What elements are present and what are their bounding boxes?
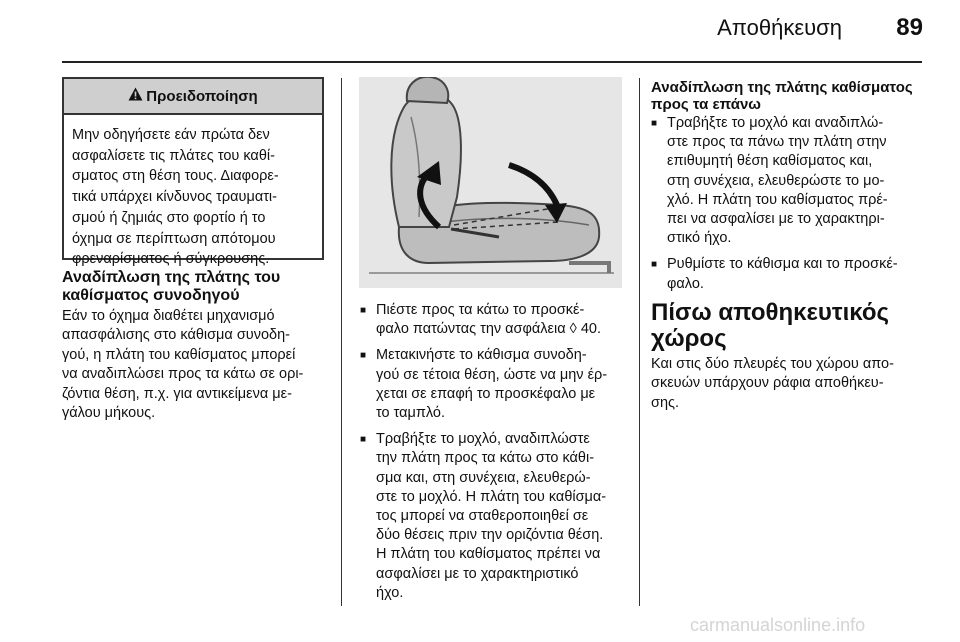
heading-line: Αναδίπλωση της πλάτης του — [62, 269, 281, 286]
warning-text — [64, 115, 322, 270]
text-line: στικό ήχο. — [667, 230, 732, 247]
warning-line: τικά υπάρχει κίνδυνος τραυματι- — [72, 189, 277, 206]
text-line: Εάν το όχημα διαθέτει μηχανισμό — [62, 308, 275, 324]
list-item — [360, 301, 628, 339]
warning-line: σμού ή ζημιάς στο φορτίο ή το — [72, 209, 266, 226]
text-line: χλό. Η πλάτη του καθίσματος πρέ- — [667, 191, 888, 208]
watermark: carmanualsonline.info — [690, 615, 866, 635]
text-line: Η πλάτη του καθίσματος πρέπει να — [376, 546, 601, 563]
page-header-title: Αποθήκευση — [717, 15, 842, 40]
warning-line: σματος στη θέση τους. Διαφορε- — [72, 168, 279, 185]
text-line: ήχο. — [376, 584, 404, 601]
text-line: απασφάλισης στο κάθισμα συνοδη- — [62, 327, 290, 344]
warning-line: ασφαλίσετε τις πλάτες του καθί- — [72, 147, 275, 164]
text-line: Τραβήξτε το μοχλό, αναδιπλώστε — [376, 431, 590, 448]
text-line: ζόντια θέση, π.χ. για αντικείμενα με- — [62, 385, 292, 402]
list-item — [651, 255, 926, 293]
text-line: την πλάτη προς τα κάτω στο κάθι- — [376, 450, 595, 467]
text-line: ασφαλίσει με το χαρακτηριστικό — [376, 565, 579, 582]
section-heading-fold-up — [651, 79, 913, 113]
heading-line: χώρος — [651, 325, 727, 352]
warning-line: φρεναρίσματος ή σύγκρουσης. — [72, 251, 270, 268]
text-line: Και στις δύο πλευρές του χώρου απο- — [651, 356, 894, 372]
text-line: γού, η πλάτη του καθίσματος μπορεί — [62, 346, 296, 363]
text-line: επιθυμητή θέση καθίσματος και, — [667, 153, 873, 170]
heading-line: Πίσω αποθηκευτικός — [651, 299, 889, 326]
warning-line: Μην οδηγήσετε εάν πρώτα δεν — [72, 127, 270, 143]
column-divider-1 — [341, 78, 342, 606]
text-line: Ρυθμίστε το κάθισμα και το προσκέ- — [667, 256, 898, 273]
text-line: Μετακινήστε το κάθισμα συνοδη- — [376, 347, 587, 364]
text-line: στη συνέχεια, ελευθερώστε το μο- — [667, 172, 885, 189]
warning-line: όχημα σε περίπτωση απότομου — [72, 230, 276, 247]
page-number: 89 — [896, 14, 923, 41]
list-item — [360, 430, 628, 603]
warning-triangle-icon — [128, 87, 143, 105]
text-line: φαλο. — [667, 275, 704, 292]
text-line: σης. — [651, 394, 680, 411]
list-item — [360, 346, 628, 423]
warning-box — [62, 77, 324, 268]
column-divider-2 — [639, 78, 640, 606]
warning-header — [64, 79, 322, 115]
paragraph-rear-storage — [651, 355, 894, 413]
text-line: πει να ασφαλίσει με το χαρακτηρι- — [667, 211, 885, 228]
list-item — [651, 114, 926, 248]
section-heading-fold-passenger-seat — [62, 269, 280, 305]
paragraph-fold-description — [62, 307, 303, 423]
text-line: το ταμπλό. — [376, 405, 446, 422]
bullet-square-icon: ■ — [360, 434, 367, 446]
text-line: να αναδιπλώσει προς τα κάτω σε ορι- — [62, 366, 304, 383]
text-line: δύο θέσεις πριν την οριζόντια θέση. — [376, 527, 604, 544]
bullet-square-icon: ■ — [651, 259, 658, 271]
text-line: σκευών υπάρχουν ράφια αποθήκευ- — [651, 375, 884, 392]
text-line: τος μπορεί να σταθεροποιηθεί σε — [376, 508, 589, 525]
header-rule — [62, 61, 922, 63]
steps-list-fold-up — [651, 114, 926, 294]
text-line: στε το μοχλό. Η πλάτη του καθίσμα- — [376, 488, 607, 505]
bullet-square-icon: ■ — [360, 305, 367, 316]
warning-title: Προειδοποίηση — [146, 87, 258, 105]
heading-line: Αναδίπλωση της πλάτης καθίσματος — [651, 79, 913, 96]
text-line: γού σε τέτοια θέση, ώστε να μην έρ- — [376, 366, 608, 383]
text-line: γάλου μήκους. — [62, 405, 156, 422]
text-line: φαλο πατώντας την ασφάλεια ◊ 40. — [376, 321, 601, 338]
seat-folding-illustration-icon — [359, 77, 622, 288]
bullet-square-icon: ■ — [651, 118, 658, 129]
text-line: χεται σε επαφή το προσκέφαλο με — [376, 385, 596, 402]
heading-line: προς τα επάνω — [651, 96, 761, 113]
text-line: Τραβήξτε το μοχλό και αναδιπλώ- — [667, 115, 884, 131]
steps-list-fold-down — [360, 301, 628, 603]
heading-line: καθίσματος συνοδηγού — [62, 287, 240, 304]
section-heading-rear-storage — [651, 300, 911, 352]
bullet-square-icon: ■ — [360, 350, 367, 362]
text-line: στε προς τα πάνω την πλάτη στην — [667, 134, 887, 151]
text-line: Πιέστε προς τα κάτω το προσκέ- — [376, 302, 585, 318]
text-line: σμα και, στη συνέχεια, ελευθερώ- — [376, 469, 591, 486]
